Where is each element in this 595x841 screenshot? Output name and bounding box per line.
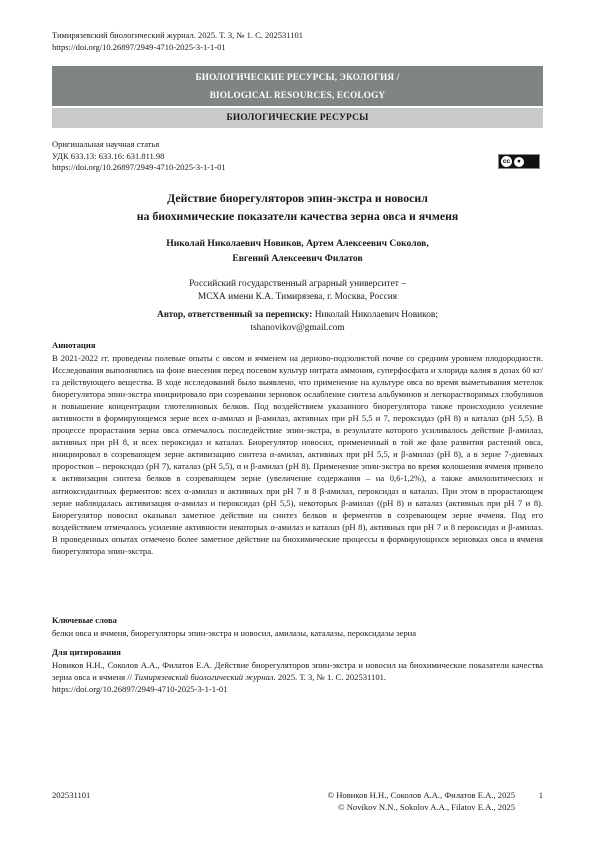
abstract-heading: Аннотация: [52, 340, 96, 350]
citation-authors-title: Новиков Н.Н., Соколов А.А., Филатов Е.А. Действие биорегуляторов эпин-экстра и новосил на биохимические показатели качества зерна овса и ячменя //: [52, 660, 543, 683]
citation-issue: . 2025. Т. 3, № 1. С. 202531101.: [273, 672, 387, 683]
title-line-2: на биохимические показатели качества зерна овса и ячменя: [136, 208, 459, 223]
article-meta: [52, 139, 226, 174]
article-doi-link[interactable]: https://doi.org/10.26897/2949-4710-2025-3-1-1-01: [52, 162, 226, 172]
abstract-text: В 2021-2022 гг. проведены полевые опыты с овсом и ячменем на дерново-подзолистой почве со средним уровнем плодородности. Исследования выполнялись на фоне внесения перед посевом культур нитрата аммония, суперфосфата и хлорида калия в дозах 60 кг/га действующего вещества. В ходе исследований было выявлено, что применение на культуре овса во время выметывания метелок биорегулятора эпин-экстра инициировало при созревании зерновок ослабление синтеза альбуминов и легкорастворимых глобулинов и повышение концентрации глютелиновых белков. Под воздействием указанного биорегулятора также происходило усиление активности в формирующемся зерне всех α-амилаз и β-амилаз, активных при рН 5,5 и 7, пероксидаз (рН 8) и каталаз (рН 5,5). В процессе прорастания зерна овса отмечалось последействие эпин-экстра, в результате которого усиливалось действие β-амилаз, активных при рН 8, и всех пероксидаз и каталаз. Биорегулятор новосил, примененный в той же фазе развития растений овса, инициировал в созревающем зерне активизацию синтеза α-амилаз, активных при рН 5,5, и β-амилаз (рН 8), а в зерне 7-дневных проростков – пероксидаз (рН 7), каталаз (рН 5,5), α и β-амилаз (рН 8). Применение эпин-экстра во время колошения ячменя привело к активизации синтеза белков в созревающем зерне (увеличение содержания – на 0,6-1,2%), а также амилолитических и антиоксидантных ферментов: всех α-амилаз и активных при рН 7 и 8 β-амилаз, пероксидаз и каталаз. При этом в прорастающем зерне наблюдалась активизация α-амилаз и пероксидаз (рН 5,5), некоторых β-амилаз ((рН 8) и каталаз (активных при рН 7 и 8). Биорегулятор новосил оказывал заметное действие на синтез белков и ферментов в созревающем зерне ячменя. Под его воздействием отмечалось усиление активности некоторых α-амилаз и каталаз (рН 8), активных при рН 7 и 8 пероксидаз и β-амилаз. В проведенных опытах отмечено более заметное действие на биохимические процессы в формирующихся зерновках овса и ячменя биорегулятора эпин-экстра.: [52, 353, 543, 556]
correspondence: [52, 309, 543, 334]
correspondence-line: [52, 309, 543, 322]
running-header: [52, 30, 303, 53]
authors: [52, 236, 543, 266]
keywords-text: белки овса и ячменя, биорегуляторы эпин-экстра и новосил, амилазы, каталазы, пероксидазы зерна: [52, 628, 417, 638]
affiliation-line-2: МСХА имени К.А. Тимирязева, г. Москва, Россия: [197, 292, 398, 302]
page-number: 1: [538, 790, 543, 800]
article-title: [52, 190, 543, 225]
section-band: [52, 66, 543, 106]
keywords-heading: Ключевые слова: [52, 615, 117, 625]
section-title-en: BIOLOGICAL RESOURCES, ECOLOGY: [209, 90, 386, 100]
udc-code: УДК 633.13: 633.16: 631.811.98: [52, 150, 165, 161]
citation-doi-link[interactable]: https://doi.org/10.26897/2949-4710-2025-3-1-1-01: [52, 684, 228, 695]
footer-copyright: [328, 790, 515, 813]
title-line-1: Действие биорегуляторов эпин-экстра и новосил: [167, 191, 428, 205]
citation-text: [52, 659, 543, 695]
cc-by-license-icon[interactable]: [498, 154, 540, 169]
footer-article-id: 202531101: [52, 790, 91, 800]
subsection-band: БИОЛОГИЧЕСКИЕ РЕСУРСЫ: [52, 108, 543, 128]
correspondence-label: Автор, ответственный за переписку:: [157, 310, 313, 320]
journal-line: Тимирязевский биологический журнал. 2025. Т. 3, № 1. С. 202531101: [52, 30, 303, 40]
copyright-ru: © Новиков Н.Н., Соколов А.А., Филатов Е.А., 2025: [327, 790, 515, 800]
section-title-ru: БИОЛОГИЧЕСКИЕ РЕСУРСЫ, ЭКОЛОГИЯ /: [195, 72, 400, 82]
cc-icon: cc: [502, 158, 511, 165]
header-doi-link[interactable]: https://doi.org/10.26897/2949-4710-2025-3-1-1-01: [52, 41, 226, 52]
citation-heading: Для цитирования: [52, 647, 121, 657]
copyright-en: © Novikov N.N., Sokolov A.A., Filatov E.A., 2025: [338, 801, 515, 812]
by-person-icon: ●: [514, 157, 524, 167]
authors-line-2: Евгений Алексеевич Филатов: [232, 253, 363, 264]
correspondence-name: Николай Николаевич Новиков;: [312, 310, 438, 320]
authors-line-1: Николай Николаевич Новиков, Артем Алексеевич Соколов,: [166, 238, 429, 249]
correspondence-email[interactable]: tshanovikov@gmail.com: [250, 322, 345, 333]
citation-journal: Тимирязевский биологический журнал: [134, 672, 274, 683]
article-type: Оригинальная научная статья: [52, 139, 160, 149]
affiliation: [52, 278, 543, 304]
affiliation-line-1: Российский государственный аграрный университет –: [189, 279, 406, 289]
